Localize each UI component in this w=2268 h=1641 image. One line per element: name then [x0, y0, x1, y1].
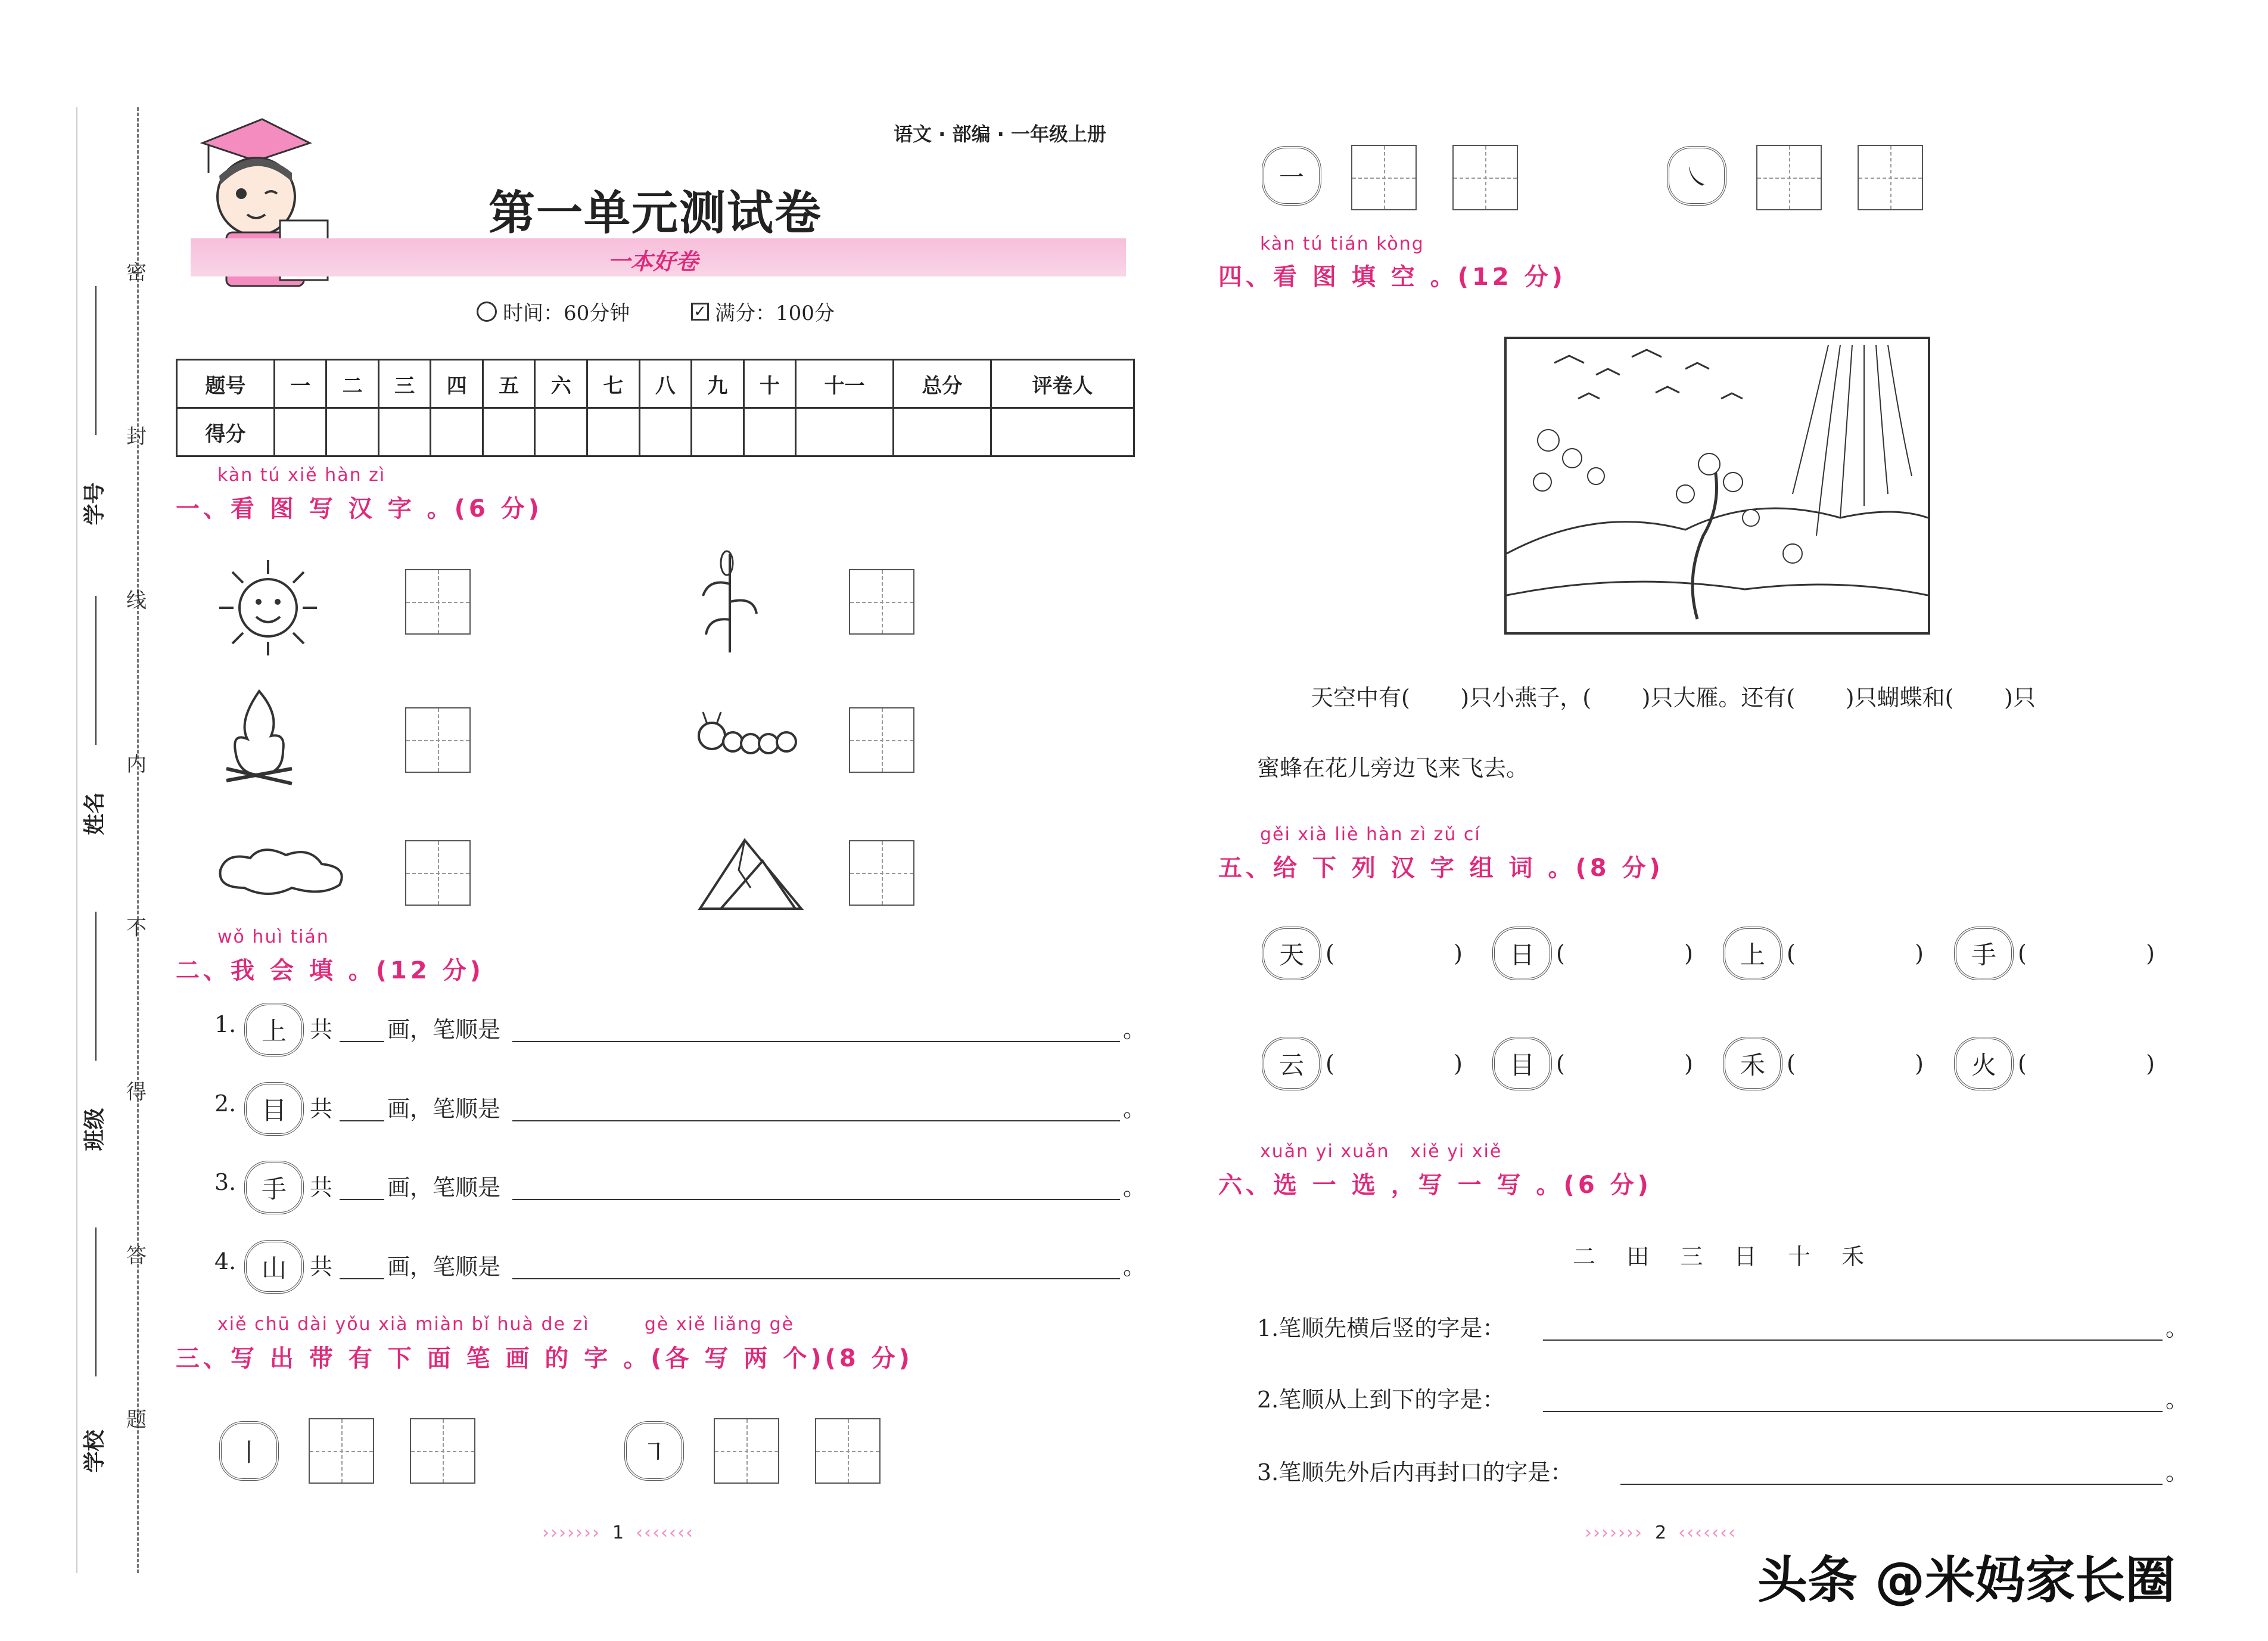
char-frame: 上 — [244, 1003, 304, 1056]
seal-char: 密 — [126, 261, 147, 285]
s6-q3-blank[interactable] — [1620, 1484, 2163, 1485]
s2-title: 二、我 会 填 。(12 分) — [176, 957, 484, 984]
word-blank[interactable]: ( ) — [1787, 1051, 1924, 1077]
word-blank[interactable]: ( ) — [1787, 940, 1924, 966]
answer-grid[interactable] — [1351, 145, 1417, 210]
mountain-picture — [697, 834, 804, 912]
score-text: 满分：100分 — [715, 302, 835, 325]
char-frame: 天 — [1262, 927, 1321, 980]
s2-item — [214, 1235, 1144, 1295]
end-mark: 。 — [1123, 1254, 1146, 1280]
answer-grid[interactable] — [1858, 145, 1923, 210]
score-input-cell[interactable] — [743, 408, 796, 456]
checkbox-icon: ✓ — [691, 303, 709, 321]
score-input-cell[interactable] — [796, 408, 894, 456]
answer-grid[interactable] — [309, 1418, 374, 1484]
stroke-count-blank[interactable] — [340, 1278, 384, 1279]
score-input-cell[interactable] — [326, 408, 379, 456]
seal-char: 封 — [126, 425, 147, 449]
s4-line2: 蜜蜂在花儿旁边飞来飞去。 — [1257, 755, 1529, 781]
score-table — [176, 359, 1135, 457]
seal-char: 题 — [126, 1408, 147, 1432]
table-cell: 评卷人 — [991, 360, 1134, 408]
table-cell: 一 — [274, 360, 326, 408]
table-cell: 总分 — [893, 360, 991, 408]
gong-label: 共 — [310, 1174, 333, 1201]
s4-line1: 天空中有( )只小燕子，( )只大雁。还有( )只蝴蝶和( )只 — [1311, 685, 2036, 711]
stroke-count-blank[interactable] — [340, 1199, 384, 1200]
s2-item — [214, 1077, 1144, 1137]
hua-label: 画，笔顺是 — [387, 1254, 501, 1280]
seal-char: 答 — [126, 1244, 147, 1268]
stroke-order-blank[interactable] — [512, 1041, 1120, 1042]
s1-pinyin: kàn tú xiě hàn zì — [217, 465, 386, 486]
item-number: 4. — [214, 1248, 237, 1275]
s5-title: 五、给 下 列 汉 字 组 词 。(8 分) — [1218, 854, 1664, 882]
char-frame: 火 — [1954, 1037, 2014, 1090]
hua-label: 画，笔顺是 — [387, 1017, 501, 1043]
char-frame: 目 — [1492, 1037, 1552, 1090]
char-frame: 上 — [1723, 927, 1782, 980]
answer-grid[interactable] — [714, 1418, 779, 1484]
score-input-cell[interactable] — [483, 408, 535, 456]
score-input-cell[interactable] — [991, 408, 1134, 456]
end-mark: 。 — [1123, 1096, 1146, 1122]
sun-picture — [214, 557, 322, 658]
end-mark: 。 — [1123, 1174, 1146, 1201]
end-mark: 。 — [2166, 1387, 2189, 1413]
scene-picture — [1504, 337, 1930, 635]
blank-name — [95, 596, 97, 745]
s2-pinyin: wǒ huì tián — [217, 927, 329, 947]
arrow-left-icon: ‹‹‹‹‹‹‹ — [636, 1522, 695, 1543]
table-cell: 七 — [587, 360, 640, 408]
binding-strip — [71, 107, 152, 1573]
table-cell: 二 — [326, 360, 379, 408]
answer-grid[interactable] — [1452, 145, 1518, 210]
score-table-header-row — [177, 360, 1134, 408]
seal-char: 线 — [126, 589, 147, 613]
table-cell: 四 — [431, 360, 483, 408]
char-frame: 山 — [244, 1240, 304, 1294]
item-number: 3. — [214, 1169, 237, 1195]
table-cell: 得分 — [177, 408, 275, 456]
s4-title: 四、看 图 填 空 。(12 分) — [1218, 263, 1566, 291]
word-blank[interactable]: ( ) — [2018, 1051, 2155, 1077]
label-class: 班级 — [82, 1108, 107, 1151]
stroke-frame: 丨 — [219, 1421, 279, 1481]
answer-grid-caterpillar[interactable] — [849, 707, 914, 773]
s6-pinyin: xuǎn yi xuǎn xiě yi xiě — [1260, 1141, 1502, 1162]
table-cell: 十一 — [796, 360, 894, 408]
seal-char: 不 — [126, 916, 147, 940]
watermark: 头条 @米妈家长圈 — [1757, 1551, 2176, 1609]
end-mark: 。 — [2166, 1459, 2189, 1485]
table-cell: 题号 — [177, 360, 275, 408]
arrow-left-icon: ‹‹‹‹‹‹‹ — [1678, 1522, 1737, 1543]
arrow-right-icon: ››››››› — [1585, 1522, 1643, 1543]
score-input-cell[interactable] — [587, 408, 640, 456]
score-input-cell[interactable] — [893, 408, 991, 456]
s3-pinyin: xiě chū dài yǒu xià miàn bǐ huà de zì gè xiě liǎng gè — [217, 1314, 795, 1335]
s6-title: 六、选 一 选 ，写 一 写 。(6 分) — [1218, 1171, 1652, 1199]
page2-footer — [1585, 1522, 1737, 1543]
clock-icon — [477, 302, 497, 322]
s1-title: 一、看 图 写 汉 字 。(6 分) — [176, 495, 543, 523]
char-frame: 禾 — [1723, 1037, 1782, 1090]
word-blank[interactable]: ( ) — [1556, 1051, 1693, 1077]
score-input-cell[interactable] — [378, 408, 431, 456]
gong-label: 共 — [310, 1254, 333, 1280]
item-number: 1. — [214, 1011, 237, 1037]
stroke-order-blank[interactable] — [512, 1120, 1120, 1121]
s6-q2-blank[interactable] — [1543, 1411, 2163, 1412]
gong-label: 共 — [310, 1017, 333, 1043]
answer-grid-fire[interactable] — [405, 707, 471, 773]
s6-q3: 3.笔顺先外后内再封口的字是： — [1257, 1459, 1573, 1485]
fire-picture — [214, 685, 304, 792]
page-number: 1 — [612, 1522, 624, 1543]
answer-grid-cloud[interactable] — [405, 840, 471, 906]
stroke-frame: 一 — [1262, 146, 1321, 206]
time-info — [477, 297, 630, 326]
table-cell: 六 — [535, 360, 587, 408]
score-input-cell[interactable] — [692, 408, 744, 456]
stroke-count-blank[interactable] — [340, 1041, 384, 1042]
s2-item — [214, 1156, 1144, 1216]
s6-q2: 2.笔顺从上到下的字是： — [1257, 1387, 1505, 1413]
blank-school — [95, 1227, 97, 1376]
plant-picture — [697, 548, 763, 655]
stroke-order-blank[interactable] — [512, 1199, 1120, 1200]
s2-item — [214, 998, 1144, 1058]
hua-label: 画，笔顺是 — [387, 1174, 501, 1201]
s5-pinyin: gěi xià liè hàn zì zǔ cí — [1260, 824, 1481, 845]
table-cell: 三 — [378, 360, 431, 408]
answer-grid[interactable] — [1756, 145, 1822, 210]
end-mark: 。 — [2166, 1315, 2189, 1341]
word-blank[interactable]: ( ) — [1326, 1051, 1463, 1077]
score-input-cell[interactable] — [535, 408, 587, 456]
caterpillar-picture — [694, 709, 801, 769]
char-frame: 云 — [1262, 1037, 1321, 1090]
blank-student-no — [95, 286, 97, 435]
end-mark: 。 — [1123, 1017, 1146, 1043]
arrow-right-icon: ››››››› — [542, 1522, 601, 1543]
table-cell: 五 — [483, 360, 535, 408]
subject-label: 语文 · 部编 · 一年级上册 — [894, 123, 1106, 145]
word-blank[interactable]: ( ) — [2018, 940, 2155, 966]
stroke-count-blank[interactable] — [340, 1120, 384, 1121]
char-frame: 手 — [1954, 927, 2014, 980]
s3-title: 三、写 出 带 有 下 面 笔 画 的 字 。(各 写 两 个)(8 分) — [176, 1345, 913, 1372]
s6-q1: 1.笔顺先横后竖的字是： — [1257, 1315, 1505, 1341]
answer-grid-mountain[interactable] — [849, 840, 914, 906]
score-input-cell[interactable] — [639, 408, 692, 456]
blank-class — [95, 912, 97, 1061]
s6-chars: 二 田 三 日 十 禾 — [1573, 1244, 1867, 1270]
char-frame: 目 — [244, 1082, 304, 1136]
page-number: 2 — [1654, 1522, 1667, 1543]
seal-char: 得 — [126, 1080, 147, 1104]
page1-footer — [542, 1522, 694, 1543]
score-table-score-row — [177, 408, 1134, 456]
table-cell: 十 — [743, 360, 796, 408]
s4-pinyin: kàn tú tián kòng — [1260, 234, 1424, 254]
table-cell: 九 — [692, 360, 744, 408]
answer-grid[interactable] — [410, 1418, 475, 1484]
score-info — [691, 297, 835, 326]
label-school: 学校 — [82, 1429, 107, 1473]
score-input-cell[interactable] — [431, 408, 483, 456]
answer-grid[interactable] — [815, 1418, 881, 1484]
word-blank[interactable]: ( ) — [1326, 940, 1463, 966]
answer-grid-sun[interactable] — [405, 569, 471, 635]
gong-label: 共 — [310, 1096, 333, 1122]
stroke-order-blank[interactable] — [512, 1278, 1120, 1279]
binding-solid-line — [76, 107, 77, 1573]
s6-q1-blank[interactable] — [1543, 1339, 2163, 1341]
item-number: 2. — [214, 1090, 237, 1117]
table-cell: 八 — [639, 360, 692, 408]
label-name: 姓名 — [82, 792, 107, 835]
score-input-cell[interactable] — [274, 408, 326, 456]
answer-grid-plant[interactable] — [849, 569, 914, 635]
char-frame: 日 — [1492, 927, 1552, 980]
stroke-frame: ㇕ — [624, 1421, 684, 1481]
page-title: 第一单元测试卷 — [489, 187, 823, 240]
stroke-frame: ㇏ — [1667, 146, 1726, 206]
cloud-picture — [214, 840, 351, 900]
time-text: 时间：60分钟 — [503, 302, 630, 325]
seal-char: 内 — [126, 753, 147, 776]
brand-label: 一本好卷 — [608, 248, 699, 275]
label-student-no: 学号 — [82, 482, 107, 526]
hua-label: 画，笔顺是 — [387, 1096, 501, 1122]
char-frame: 手 — [244, 1161, 304, 1214]
binding-dashed-line — [137, 107, 139, 1573]
word-blank[interactable]: ( ) — [1556, 940, 1693, 966]
